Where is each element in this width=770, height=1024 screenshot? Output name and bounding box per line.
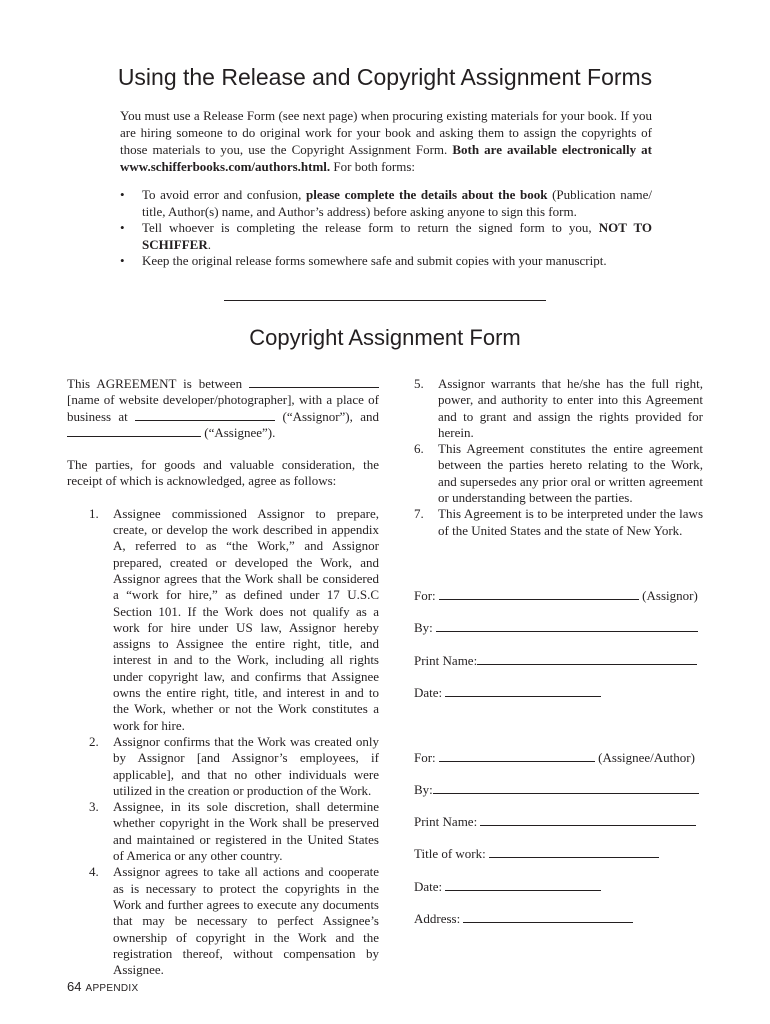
agreement-text: [name of website developer/photographer], with a place of business at bbox=[67, 392, 379, 424]
list-item bbox=[414, 506, 703, 539]
field-suffix: (Assignee/Author) bbox=[598, 750, 695, 765]
section-label: APPENDIX bbox=[85, 983, 139, 994]
term-number: 3. bbox=[89, 799, 99, 815]
intro-text-1: You must use a Release Form (see next page) when procuring existing materials for your book. If you are hiring someone to do original work for your book and asking them to assign the copyrights of those materials to you, use the Copyright Assignment Form. bbox=[120, 108, 652, 157]
assignor-by-field[interactable] bbox=[436, 620, 698, 632]
intro-text-2: For both forms: bbox=[330, 159, 416, 174]
agreement-text: This AGREEMENT is between bbox=[67, 376, 243, 391]
section-divider bbox=[224, 300, 546, 301]
field-label: By: bbox=[414, 620, 433, 635]
list-item bbox=[67, 799, 379, 864]
assignor-name-blank[interactable] bbox=[249, 376, 379, 388]
agreement-text: (“Assignor”), and bbox=[282, 408, 379, 424]
assignor-date-row bbox=[414, 685, 704, 701]
page-footer bbox=[67, 979, 138, 994]
agreement-right-column bbox=[414, 376, 703, 539]
term-number: 7. bbox=[414, 506, 424, 522]
field-label: Date: bbox=[414, 685, 443, 700]
form-heading: Copyright Assignment Form bbox=[249, 325, 521, 350]
terms-list-right bbox=[414, 376, 703, 539]
term-text: This Agreement is to be interpreted under the laws of the United States and the state of New York. bbox=[438, 506, 703, 538]
agreement-left-column bbox=[67, 376, 379, 978]
assignee-print-field[interactable] bbox=[480, 814, 696, 826]
intro-bold: Both are available electronically at www.schifferbooks.com/authors.html. bbox=[120, 142, 652, 174]
assignee-for-row bbox=[414, 750, 704, 766]
field-label: Date: bbox=[414, 879, 443, 894]
list-item bbox=[414, 376, 703, 441]
page-number: 64 bbox=[67, 979, 82, 994]
assignee-date-field[interactable] bbox=[445, 879, 601, 891]
assignor-for-field[interactable] bbox=[439, 588, 639, 600]
bullet-text: (Publication name/ title, Author(s) name, and Author’s address) before asking anyone to sign this form. bbox=[142, 187, 652, 219]
field-label: By: bbox=[414, 782, 433, 797]
assignor-date-field[interactable] bbox=[445, 685, 601, 697]
list-item bbox=[67, 734, 379, 799]
bullet-bold: please complete the details about the book bbox=[306, 187, 548, 202]
intro-paragraph bbox=[120, 107, 652, 175]
assignee-by-row bbox=[414, 782, 704, 798]
field-label: Print Name: bbox=[414, 653, 478, 668]
bullet-text: To avoid error and confusion, bbox=[142, 187, 307, 202]
assignee-for-field[interactable] bbox=[439, 750, 595, 762]
term-text: This Agreement constitutes the entire agreement between the parties hereto relating to the Work, and supersedes any prior oral or written agreement or understanding between the parties. bbox=[438, 441, 703, 506]
term-text: Assignor agrees to take all actions and cooperate as is necessary to protect the copyrights in the Work and further agrees to execute any documents that may be necessary to perfect Assignee’s ownership of copyright in the Work and the registration thereof, without compensation by Assignee. bbox=[113, 864, 379, 978]
field-label: For: bbox=[414, 588, 436, 603]
bullet-text: Keep the original release forms somewhere safe and submit copies with your manuscript. bbox=[142, 253, 607, 268]
term-text: Assignor warrants that he/she has the full right, power, and authority to enter into this Agreement and to grant and assign the rights provided for herein. bbox=[438, 376, 703, 440]
list-item bbox=[67, 864, 379, 978]
field-label: Address: bbox=[414, 911, 461, 926]
bullet-text: . bbox=[207, 236, 211, 252]
term-number: 2. bbox=[89, 733, 99, 749]
title-of-work-field[interactable] bbox=[489, 846, 659, 858]
term-number: 6. bbox=[414, 441, 424, 457]
business-address-blank[interactable] bbox=[135, 409, 275, 421]
term-number: 5. bbox=[414, 376, 424, 391]
assignor-by-row bbox=[414, 620, 704, 636]
field-label: For: bbox=[414, 750, 436, 765]
assignee-print-row bbox=[414, 814, 704, 830]
term-text: Assignee, in its sole discretion, shall determine whether copyright in the Work shall be preserved and maintained or registered in the United States of America or any other country. bbox=[113, 799, 379, 864]
instruction-list bbox=[120, 187, 652, 270]
term-number: 1. bbox=[89, 505, 99, 521]
list-item bbox=[67, 506, 379, 734]
assignee-title-row bbox=[414, 846, 704, 862]
assignee-date-row bbox=[414, 879, 704, 895]
assignor-print-field[interactable] bbox=[477, 653, 697, 665]
assignor-for-row bbox=[414, 588, 704, 604]
terms-list-left bbox=[67, 506, 379, 979]
term-text: Assignor confirms that the Work was created only by Assignor [and Assignor’s employees, if applicable], and that no other individuals were utilized in the creation or production of the Work. bbox=[113, 733, 379, 798]
field-label: Title of work: bbox=[414, 846, 486, 861]
assignor-print-row bbox=[414, 653, 704, 669]
term-text: Assignee commissioned Assignor to prepare, create, or develop the work described in appendix A, referred to as “the Work,” and Assignor prepared, created or developed the Work, and Assignor agrees that the Work shall be considered a “work for hire,” as defined under 17 U.S.C Section 101. If the Work does not qualify as a work for hire under US law, Assignor hereby assigns to Assignee the entire right, title, and interest in and to the Work, including all rights under copyright law, and confirms that Assignee owns the entire right, title, and interest in and to the Work, whether or not the Work constitutes a work for hire. bbox=[113, 505, 379, 733]
list-item bbox=[120, 187, 652, 220]
term-number: 4. bbox=[89, 864, 99, 880]
list-item bbox=[120, 253, 652, 270]
agreement-text: (“Assignee”). bbox=[204, 424, 276, 440]
list-item bbox=[120, 220, 652, 253]
parties-paragraph: The parties, for goods and valuable consideration, the receipt of which is acknowledged, agree as follows: bbox=[67, 457, 379, 489]
bullet-text: Tell whoever is completing the release form to return the signed form to you, bbox=[142, 220, 599, 235]
assignee-address-row bbox=[414, 911, 704, 927]
assignee-name-blank[interactable] bbox=[67, 425, 201, 437]
assignee-address-field[interactable] bbox=[463, 911, 633, 923]
bullet-bold: NOT TO SCHIFFER bbox=[142, 220, 652, 252]
list-item bbox=[414, 441, 703, 506]
assignee-by-field[interactable] bbox=[433, 782, 699, 794]
page-heading: Using the Release and Copyright Assignment Forms bbox=[117, 64, 653, 90]
agreement-paragraph bbox=[67, 376, 379, 441]
field-label: Print Name: bbox=[414, 814, 478, 829]
field-suffix: (Assignor) bbox=[642, 588, 698, 603]
